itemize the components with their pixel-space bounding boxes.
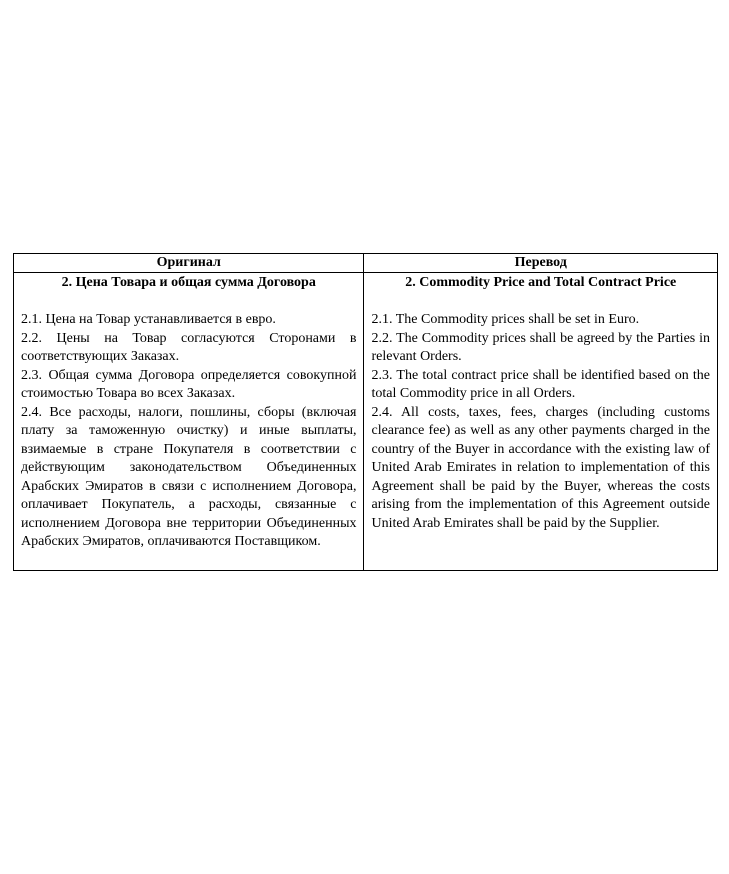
- translation-clause-2-1: 2.1. The Commodity prices shall be set in Euro.: [371, 312, 640, 327]
- translation-clause-2-2: 2.2. The Commodity prices shall be agreed by the Parties in relevant Orders.: [371, 330, 710, 364]
- original-clause-2-4: 2.4. Все расходы, налоги, пошлины, сборы (включая плату за таможенную очистку) и иные выплаты, взимаемые в стране Покупателя в соответствии с действующим законодательством Объединенных Арабских Эмиратов в связи с исполнением Договора, оплачивает Покупатель, а расходы, связанные с исполнением Договора вне территории Объединенных Арабских Эмиратов, оплачиваются Поставщиком.: [21, 404, 357, 549]
- original-clause-2-2: 2.2. Цены на Товар согласуются Сторонами в соответствующих Заказах.: [21, 330, 357, 364]
- original-section-title: 2. Цена Товара и общая сумма Договора: [61, 275, 316, 290]
- translation-cell: [364, 273, 718, 571]
- original-cell: [14, 273, 364, 571]
- table-row: [14, 273, 718, 571]
- comparison-table: [13, 253, 718, 571]
- translation-clause-2-4: 2.4. All costs, taxes, fees, charges (including customs clearance fee) as well as any other payments charged in the country of the Buyer in accordance with the existing law of United Arab Emirates in relation to implementation of this Agreement shall be paid by the Buyer, whereas the costs arising from the implementation of this Agreement outside United Arab Emirates shall be paid by the Supplier.: [371, 404, 710, 531]
- translation-clause-2-3: 2.3. The total contract price shall be identified based on the total Commodity price in all Orders.: [371, 367, 710, 401]
- original-clause-2-3: 2.3. Общая сумма Договора определяется совокупной стоимостью Товара во всех Заказах.: [21, 367, 357, 401]
- header-translation: Перевод: [364, 254, 718, 273]
- translation-section-title: 2. Commodity Price and Total Contract Price: [405, 275, 677, 290]
- original-clause-2-1: 2.1. Цена на Товар устанавливается в евро.: [21, 312, 276, 327]
- table-header-row: [14, 254, 718, 273]
- header-original: Оригинал: [14, 254, 364, 273]
